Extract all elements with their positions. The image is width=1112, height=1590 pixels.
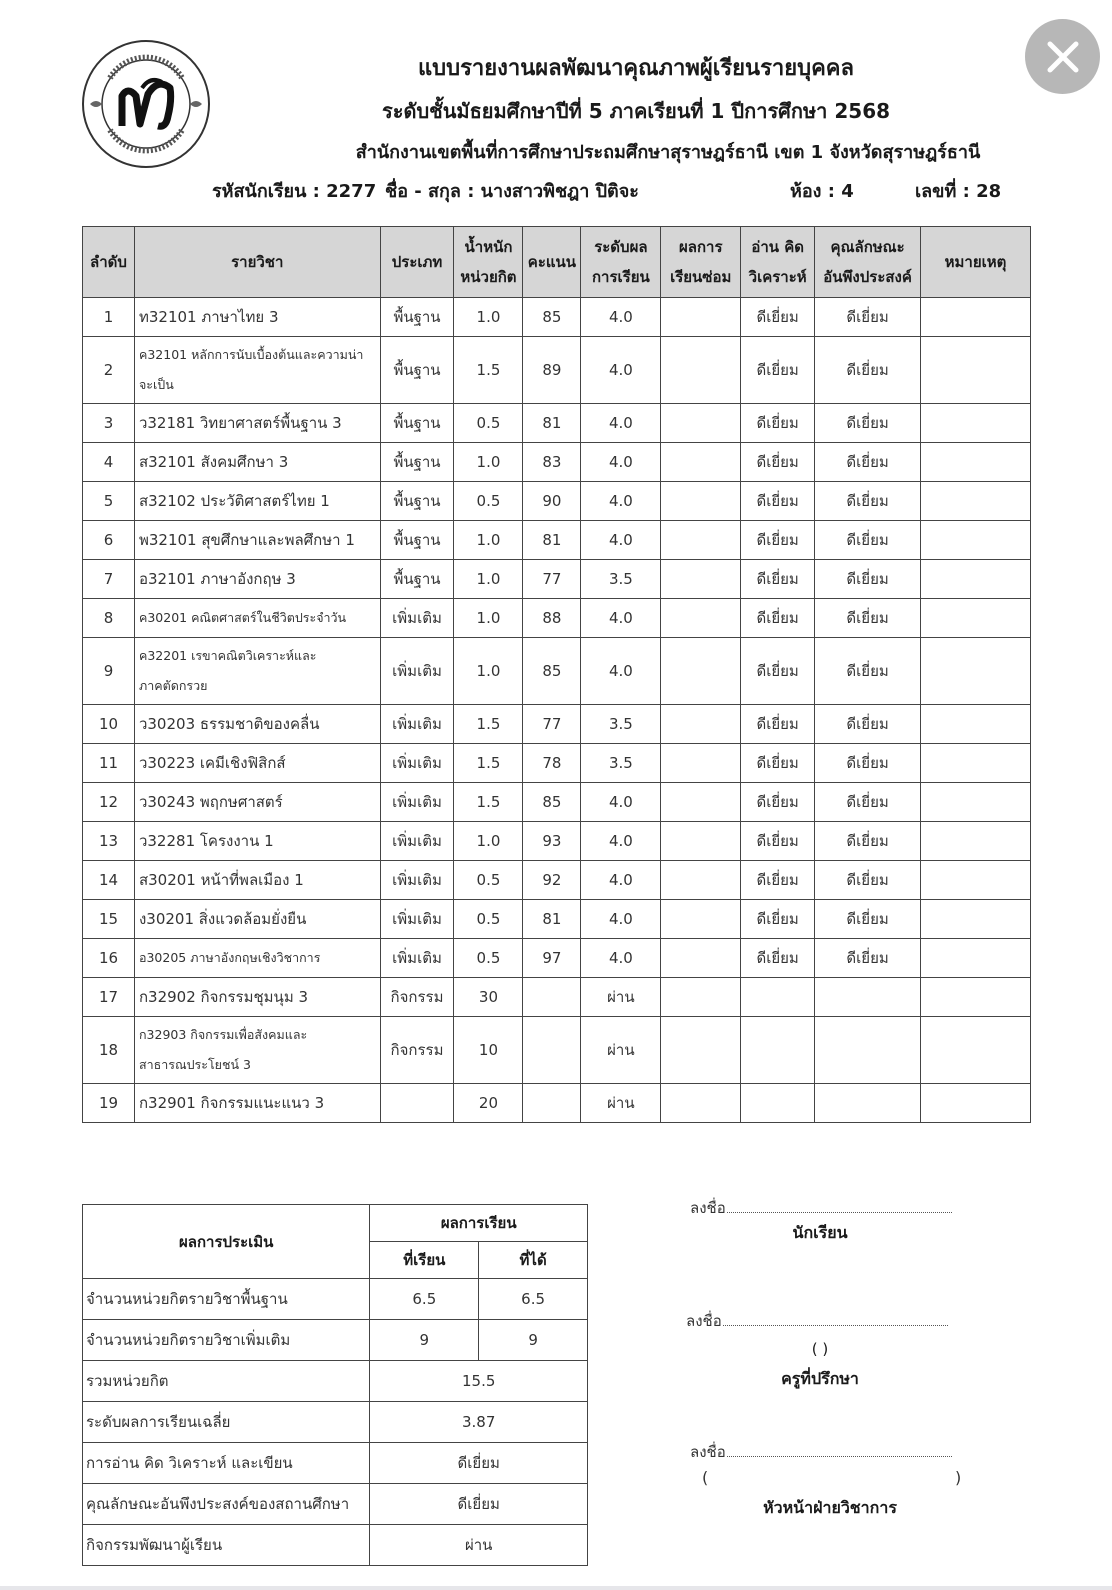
table-row: [83, 521, 1031, 560]
cell-order: 10: [83, 705, 135, 744]
summary-studied: 9: [370, 1320, 479, 1361]
cell-credit: 30: [454, 978, 523, 1017]
cell-remedial: [661, 560, 741, 599]
cell-type: เพิ่มเติม: [380, 599, 454, 638]
cell-reading: [741, 978, 815, 1017]
cell-reading: ดีเยี่ยม: [741, 560, 815, 599]
cell-reading: ดีเยี่ยม: [741, 404, 815, 443]
cell-remark: [921, 861, 1031, 900]
cell-attributes: [815, 1084, 921, 1123]
cell-attributes: ดีเยี่ยม: [815, 939, 921, 978]
col-credit: [454, 227, 523, 298]
cell-reading: [741, 1084, 815, 1123]
cell-subject: พ32101 สุขศึกษาและพลศึกษา 1: [134, 521, 380, 560]
table-row: [83, 1084, 1031, 1123]
cell-remark: [921, 978, 1031, 1017]
page-bottom-edge: [0, 1586, 1112, 1590]
student-room: ห้อง : 4: [790, 181, 854, 202]
cell-remark: [921, 443, 1031, 482]
report-title: แบบรายงานผลพัฒนาคุณภาพผู้เรียนรายบุคคล: [417, 56, 855, 81]
cell-reading: ดีเยี่ยม: [741, 298, 815, 337]
cell-remark: [921, 744, 1031, 783]
table-row: [83, 638, 1031, 705]
summary-header-label: ผลการประเมิน: [83, 1205, 370, 1279]
col-attributes-line1: คุณลักษณะ: [830, 238, 905, 256]
summary-earned: 9: [479, 1320, 588, 1361]
col-remedial: [661, 227, 741, 298]
cell-score: 77: [523, 560, 581, 599]
cell-subject: ว30203 ธรรมชาติของคลื่น: [134, 705, 380, 744]
cell-score: 83: [523, 443, 581, 482]
cell-subject: อ32101 ภาษาอังกฤษ 3: [134, 560, 380, 599]
cell-score: 93: [523, 822, 581, 861]
grades-body: [83, 298, 1031, 1123]
cell-score: [523, 1017, 581, 1084]
cell-grade: 3.5: [581, 744, 661, 783]
cell-subject: ค32101 หลักการนับเบื้องต้นและความน่าจะเป็น: [134, 337, 380, 404]
cell-type: พื้นฐาน: [380, 404, 454, 443]
cell-subject: ค32201 เรขาคณิตวิเคราะห์และภาคตัดกรวย: [134, 638, 380, 705]
cell-score: 89: [523, 337, 581, 404]
student-role: นักเรียน: [792, 1223, 848, 1242]
table-row: [83, 783, 1031, 822]
cell-type: เพิ่มเติม: [380, 822, 454, 861]
table-row: [83, 404, 1031, 443]
table-row: [83, 560, 1031, 599]
col-grade: [581, 227, 661, 298]
cell-attributes: [815, 1017, 921, 1084]
col-remedial-line1: ผลการ: [678, 238, 723, 256]
summary-row-gpa: [83, 1402, 588, 1443]
cell-reading: ดีเยี่ยม: [741, 861, 815, 900]
cell-remark: [921, 638, 1031, 705]
cell-remark: [921, 705, 1031, 744]
cell-subject: ก32903 กิจกรรมเพื่อสังคมและสาธารณประโยชน์ 3: [134, 1017, 380, 1084]
cell-credit: 1.0: [454, 521, 523, 560]
summary-row-activities: [83, 1525, 588, 1566]
cell-remark: [921, 599, 1031, 638]
col-remedial-line2: เรียนซ่อม: [670, 268, 732, 286]
cell-credit: 0.5: [454, 404, 523, 443]
cell-remedial: [661, 744, 741, 783]
cell-score: 81: [523, 404, 581, 443]
summary-label: การอ่าน คิด วิเคราะห์ และเขียน: [83, 1443, 370, 1484]
grades-table: [82, 226, 1031, 1123]
cell-subject: ง30201 สิ่งแวดล้อมยั่งยืน: [134, 900, 380, 939]
cell-remedial: [661, 861, 741, 900]
cell-credit: 20: [454, 1084, 523, 1123]
cell-grade: 4.0: [581, 404, 661, 443]
cell-grade: 4.0: [581, 482, 661, 521]
cell-type: เพิ่มเติม: [380, 744, 454, 783]
education-office: สำนักงานเขตพื้นที่การศึกษาประถมศึกษาสุราษฎร์ธานี เขต 1 จังหวัดสุราษฎร์ธานี: [355, 142, 981, 163]
cell-order: 7: [83, 560, 135, 599]
cell-remedial: [661, 705, 741, 744]
cell-score: 81: [523, 900, 581, 939]
cell-reading: ดีเยี่ยม: [741, 337, 815, 404]
sign-label: ลงชื่อ: [686, 1312, 722, 1330]
cell-reading: [741, 1017, 815, 1084]
cell-type: พื้นฐาน: [380, 337, 454, 404]
cell-remedial: [661, 337, 741, 404]
cell-type: เพิ่มเติม: [380, 939, 454, 978]
cell-order: 17: [83, 978, 135, 1017]
cell-subject: ค30201 คณิตศาสตร์ในชีวิตประจำวัน: [134, 599, 380, 638]
cell-type: เพิ่มเติม: [380, 705, 454, 744]
cell-grade: 4.0: [581, 599, 661, 638]
cell-grade: 4.0: [581, 900, 661, 939]
cell-remark: [921, 900, 1031, 939]
table-row: [83, 822, 1031, 861]
cell-credit: 1.0: [454, 443, 523, 482]
table-row: [83, 900, 1031, 939]
cell-attributes: ดีเยี่ยม: [815, 443, 921, 482]
cell-type: พื้นฐาน: [380, 482, 454, 521]
col-grade-line2: การเรียน: [591, 268, 650, 286]
cell-type: กิจกรรม: [380, 1017, 454, 1084]
col-reading-line1: อ่าน คิด: [751, 238, 804, 256]
signature-dots: [727, 1442, 952, 1457]
cell-remark: [921, 783, 1031, 822]
cell-grade: ผ่าน: [581, 978, 661, 1017]
cell-grade: 3.5: [581, 705, 661, 744]
summary-label: ระดับผลการเรียนเฉลี่ย: [83, 1402, 370, 1443]
summary-row-total-credits: [83, 1361, 588, 1402]
cell-remedial: [661, 404, 741, 443]
cell-remedial: [661, 298, 741, 337]
sign-label: ลงชื่อ: [690, 1443, 726, 1461]
cell-credit: 1.0: [454, 560, 523, 599]
col-reading: [741, 227, 815, 298]
cell-order: 3: [83, 404, 135, 443]
table-row: [83, 861, 1031, 900]
cell-type: เพิ่มเติม: [380, 638, 454, 705]
col-grade-line1: ระดับผล: [594, 238, 648, 256]
cell-order: 9: [83, 638, 135, 705]
cell-attributes: ดีเยี่ยม: [815, 337, 921, 404]
student-number: เลขที่ : 28: [915, 181, 1002, 202]
col-remark: หมายเหตุ: [921, 227, 1031, 298]
cell-credit: 1.0: [454, 822, 523, 861]
col-score: คะแนน: [523, 227, 581, 298]
cell-grade: 4.0: [581, 822, 661, 861]
cell-subject: อ30205 ภาษาอังกฤษเชิงวิชาการ: [134, 939, 380, 978]
summary-value: 3.87: [370, 1402, 588, 1443]
summary-label: กิจกรรมพัฒนาผู้เรียน: [83, 1525, 370, 1566]
cell-subject: ว30243 พฤกษศาสตร์: [134, 783, 380, 822]
cell-score: 85: [523, 638, 581, 705]
cell-remark: [921, 1017, 1031, 1084]
cell-type: เพิ่มเติม: [380, 900, 454, 939]
summary-label: รวมหน่วยกิต: [83, 1361, 370, 1402]
cell-grade: 4.0: [581, 638, 661, 705]
cell-order: 1: [83, 298, 135, 337]
cell-order: 2: [83, 337, 135, 404]
cell-grade: 4.0: [581, 861, 661, 900]
summary-studied: 6.5: [370, 1279, 479, 1320]
cell-remark: [921, 822, 1031, 861]
cell-type: พื้นฐาน: [380, 521, 454, 560]
cell-reading: ดีเยี่ยม: [741, 939, 815, 978]
table-row: [83, 939, 1031, 978]
summary-table: [82, 1204, 588, 1566]
cell-attributes: ดีเยี่ยม: [815, 900, 921, 939]
cell-subject: ส32101 สังคมศึกษา 3: [134, 443, 380, 482]
cell-remedial: [661, 443, 741, 482]
cell-remedial: [661, 521, 741, 560]
cell-subject: ส32102 ประวัติศาสตร์ไทย 1: [134, 482, 380, 521]
cell-grade: 4.0: [581, 521, 661, 560]
cell-reading: ดีเยี่ยม: [741, 900, 815, 939]
signature-dots: [727, 1198, 952, 1213]
cell-credit: 1.5: [454, 337, 523, 404]
cell-remark: [921, 482, 1031, 521]
cell-grade: 4.0: [581, 298, 661, 337]
cell-score: 85: [523, 783, 581, 822]
cell-reading: ดีเยี่ยม: [741, 705, 815, 744]
cell-score: 88: [523, 599, 581, 638]
cell-remedial: [661, 939, 741, 978]
table-row: [83, 337, 1031, 404]
cell-subject: ว32281 โครงงาน 1: [134, 822, 380, 861]
table-row: [83, 1017, 1031, 1084]
cell-credit: 1.0: [454, 599, 523, 638]
cell-attributes: ดีเยี่ยม: [815, 599, 921, 638]
cell-grade: 4.0: [581, 337, 661, 404]
student-signature-line: [690, 1196, 952, 1220]
cell-credit: 1.0: [454, 638, 523, 705]
cell-attributes: ดีเยี่ยม: [815, 404, 921, 443]
cell-order: 6: [83, 521, 135, 560]
cell-score: [523, 978, 581, 1017]
summary-value: ผ่าน: [370, 1525, 588, 1566]
cell-attributes: [815, 978, 921, 1017]
cell-order: 5: [83, 482, 135, 521]
cell-attributes: ดีเยี่ยม: [815, 861, 921, 900]
cell-order: 14: [83, 861, 135, 900]
cell-attributes: ดีเยี่ยม: [815, 638, 921, 705]
head-close-paren: ): [955, 1468, 962, 1487]
cell-score: 78: [523, 744, 581, 783]
summary-row-basic-credits: [83, 1279, 588, 1320]
cell-order: 8: [83, 599, 135, 638]
cell-order: 11: [83, 744, 135, 783]
cell-remedial: [661, 599, 741, 638]
table-row: [83, 443, 1031, 482]
advisor-role: ครูที่ปรึกษา: [781, 1369, 859, 1388]
cell-reading: ดีเยี่ยม: [741, 599, 815, 638]
cell-remark: [921, 560, 1031, 599]
table-row: [83, 482, 1031, 521]
col-reading-line2: วิเคราะห์: [748, 268, 807, 286]
cell-order: 16: [83, 939, 135, 978]
table-row: [83, 298, 1031, 337]
head-open-paren: (: [702, 1468, 709, 1487]
cell-remedial: [661, 900, 741, 939]
cell-remark: [921, 1084, 1031, 1123]
col-attributes-line2: อันพึงประสงค์: [823, 268, 912, 286]
cell-remark: [921, 939, 1031, 978]
cell-grade: 4.0: [581, 783, 661, 822]
summary-label: จำนวนหน่วยกิตรายวิชาเพิ่มเติม: [83, 1320, 370, 1361]
cell-attributes: ดีเยี่ยม: [815, 560, 921, 599]
cell-reading: ดีเยี่ยม: [741, 783, 815, 822]
cell-remark: [921, 521, 1031, 560]
report-subtitle: ระดับชั้นมัธยมศึกษาปีที่ 5 ภาคเรียนที่ 1 ปีการศึกษา 2568: [381, 99, 891, 123]
summary-row-attributes: [83, 1484, 588, 1525]
cell-credit: 0.5: [454, 861, 523, 900]
cell-score: 81: [523, 521, 581, 560]
cell-grade: ผ่าน: [581, 1017, 661, 1084]
cell-subject: ว30223 เคมีเชิงฟิสิกส์: [134, 744, 380, 783]
summary-label: จำนวนหน่วยกิตรายวิชาพื้นฐาน: [83, 1279, 370, 1320]
summary-label: คุณลักษณะอันพึงประสงค์ของสถานศึกษา: [83, 1484, 370, 1525]
cell-credit: 1.5: [454, 705, 523, 744]
cell-type: พื้นฐาน: [380, 443, 454, 482]
summary-value: ดีเยี่ยม: [370, 1443, 588, 1484]
cell-attributes: ดีเยี่ยม: [815, 744, 921, 783]
cell-remark: [921, 337, 1031, 404]
cell-credit: 1.0: [454, 298, 523, 337]
cell-remedial: [661, 822, 741, 861]
student-id: รหัสนักเรียน : 2277: [212, 181, 377, 202]
cell-attributes: ดีเยี่ยม: [815, 705, 921, 744]
sign-label: ลงชื่อ: [690, 1199, 726, 1217]
cell-grade: 4.0: [581, 443, 661, 482]
cell-remedial: [661, 978, 741, 1017]
cell-remedial: [661, 638, 741, 705]
cell-order: 13: [83, 822, 135, 861]
cell-remark: [921, 404, 1031, 443]
cell-order: 12: [83, 783, 135, 822]
cell-score: 90: [523, 482, 581, 521]
col-credit-line2: หน่วยกิต: [460, 268, 517, 286]
summary-earned: 6.5: [479, 1279, 588, 1320]
cell-credit: 0.5: [454, 900, 523, 939]
cell-type: พื้นฐาน: [380, 560, 454, 599]
cell-subject: ส30201 หน้าที่พลเมือง 1: [134, 861, 380, 900]
cell-attributes: ดีเยี่ยม: [815, 783, 921, 822]
advisor-name-paren: ( ): [811, 1340, 829, 1358]
cell-score: 92: [523, 861, 581, 900]
cell-grade: 4.0: [581, 939, 661, 978]
col-credit-line1: น้ำหนัก: [464, 238, 513, 256]
cell-score: [523, 1084, 581, 1123]
cell-subject: ว32181 วิทยาศาสตร์พื้นฐาน 3: [134, 404, 380, 443]
cell-order: 19: [83, 1084, 135, 1123]
cell-type: เพิ่มเติม: [380, 783, 454, 822]
cell-credit: 0.5: [454, 939, 523, 978]
cell-grade: ผ่าน: [581, 1084, 661, 1123]
cell-score: 85: [523, 298, 581, 337]
summary-value: ดีเยี่ยม: [370, 1484, 588, 1525]
table-row: [83, 744, 1031, 783]
grades-header-row: [83, 227, 1031, 298]
cell-reading: ดีเยี่ยม: [741, 521, 815, 560]
table-row: [83, 599, 1031, 638]
cell-score: 97: [523, 939, 581, 978]
cell-order: 18: [83, 1017, 135, 1084]
cell-remedial: [661, 1017, 741, 1084]
cell-reading: ดีเยี่ยม: [741, 443, 815, 482]
summary-header-studied: ที่เรียน: [370, 1242, 479, 1279]
col-type: ประเภท: [380, 227, 454, 298]
cell-credit: 10: [454, 1017, 523, 1084]
cell-type: [380, 1084, 454, 1123]
cell-reading: ดีเยี่ยม: [741, 822, 815, 861]
summary-row-reading: [83, 1443, 588, 1484]
table-row: [83, 705, 1031, 744]
col-order: ลำดับ: [83, 227, 135, 298]
cell-score: 77: [523, 705, 581, 744]
cell-remedial: [661, 783, 741, 822]
cell-subject: ก32902 กิจกรรมชุมนุม 3: [134, 978, 380, 1017]
cell-order: 15: [83, 900, 135, 939]
cell-type: เพิ่มเติม: [380, 861, 454, 900]
cell-credit: 0.5: [454, 482, 523, 521]
cell-remedial: [661, 482, 741, 521]
cell-subject: ท32101 ภาษาไทย 3: [134, 298, 380, 337]
cell-grade: 3.5: [581, 560, 661, 599]
summary-value: 15.5: [370, 1361, 588, 1402]
cell-credit: 1.5: [454, 783, 523, 822]
cell-type: พื้นฐาน: [380, 298, 454, 337]
summary-header-earned: ที่ได้: [479, 1242, 588, 1279]
cell-remedial: [661, 1084, 741, 1123]
cell-reading: ดีเยี่ยม: [741, 638, 815, 705]
cell-attributes: ดีเยี่ยม: [815, 298, 921, 337]
cell-credit: 1.5: [454, 744, 523, 783]
cell-remark: [921, 298, 1031, 337]
cell-order: 4: [83, 443, 135, 482]
cell-subject: ก32901 กิจกรรมแนะแนว 3: [134, 1084, 380, 1123]
summary-header-result: ผลการเรียน: [370, 1205, 588, 1242]
summary-row-extra-credits: [83, 1320, 588, 1361]
cell-reading: ดีเยี่ยม: [741, 482, 815, 521]
cell-attributes: ดีเยี่ยม: [815, 822, 921, 861]
cell-reading: ดีเยี่ยม: [741, 744, 815, 783]
signature-dots: [723, 1311, 948, 1326]
col-attributes: [815, 227, 921, 298]
col-subject: รายวิชา: [134, 227, 380, 298]
student-name: ชื่อ - สกุล : นางสาวพิชฎา ปิติจะ: [385, 181, 639, 202]
cell-attributes: ดีเยี่ยม: [815, 521, 921, 560]
head-role: หัวหน้าฝ่ายวิชาการ: [763, 1498, 897, 1517]
table-row: [83, 978, 1031, 1017]
cell-type: กิจกรรม: [380, 978, 454, 1017]
cell-attributes: ดีเยี่ยม: [815, 482, 921, 521]
head-signature-line: [690, 1440, 952, 1464]
advisor-signature-line: [686, 1309, 948, 1333]
